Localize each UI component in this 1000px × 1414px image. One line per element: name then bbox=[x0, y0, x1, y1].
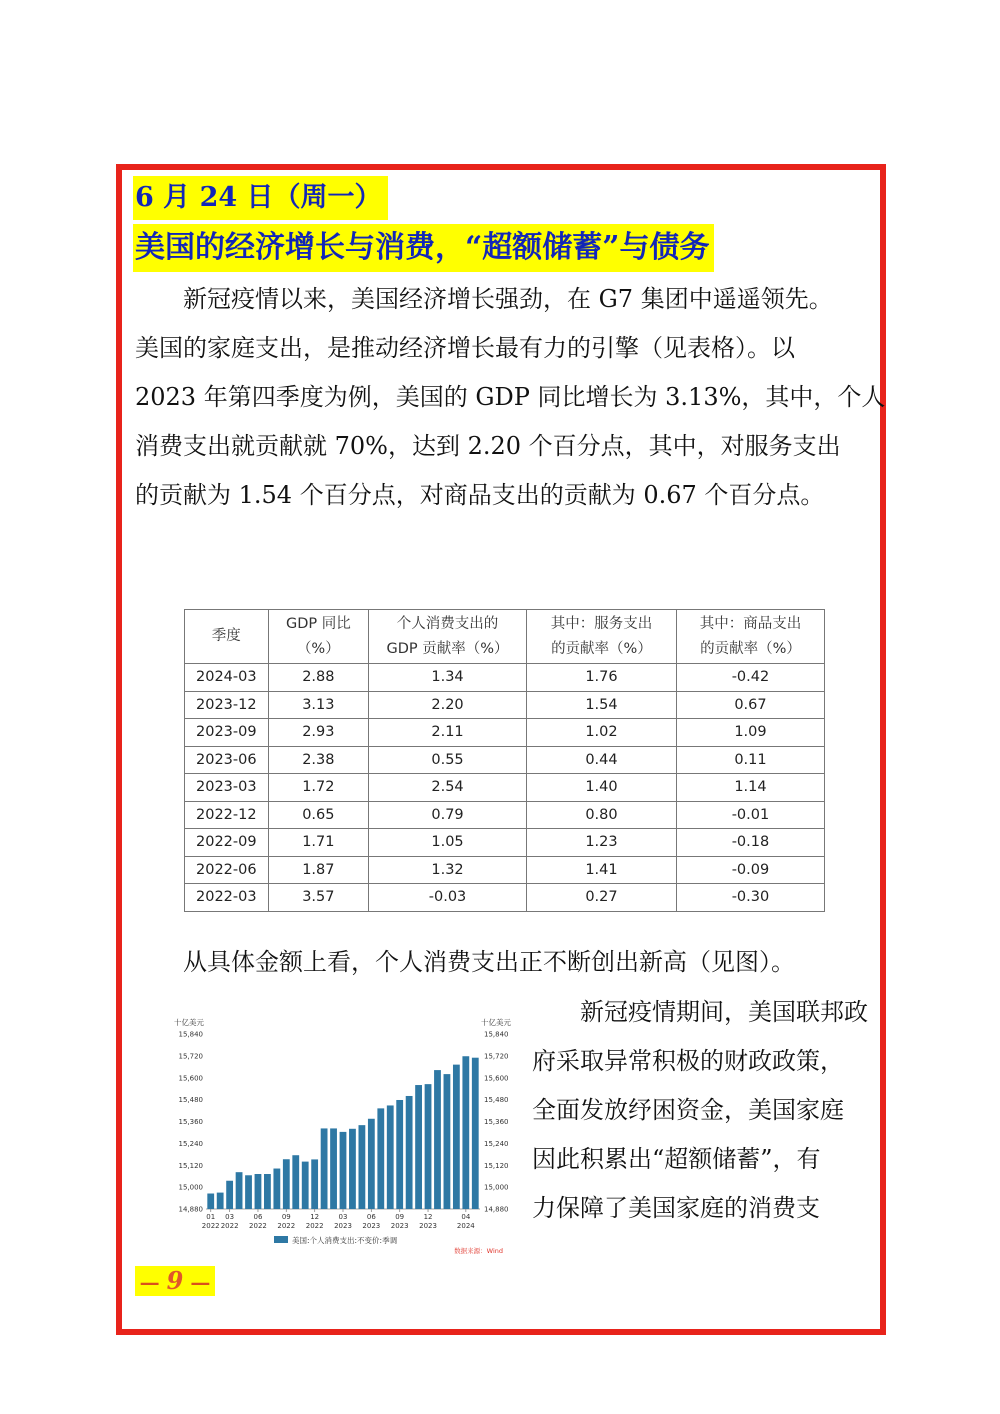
table-cell: 0.80 bbox=[526, 801, 676, 829]
table-cell: 0.79 bbox=[369, 801, 527, 829]
header-services-contribution: 其中：服务支出 的贡献率（%） bbox=[526, 610, 676, 664]
chart-bar bbox=[462, 1056, 469, 1209]
y-tick-label-left: 15,240 bbox=[178, 1139, 203, 1148]
chart-bar bbox=[396, 1100, 403, 1209]
x-tick-label-year: 2022 bbox=[277, 1222, 296, 1230]
header-goods-contribution: 其中：商品支出 的贡献率（%） bbox=[676, 610, 824, 664]
y-tick-label-right: 15,720 bbox=[484, 1052, 509, 1061]
y-tick-label-left: 15,360 bbox=[178, 1118, 203, 1126]
header-gdp: GDP 同比 （%） bbox=[268, 610, 368, 664]
chart-bar bbox=[321, 1128, 328, 1209]
table-cell: 1.72 bbox=[268, 774, 368, 802]
chart-bar bbox=[349, 1129, 356, 1209]
chart-bar bbox=[434, 1070, 441, 1209]
page-number-value: 9 bbox=[166, 1266, 184, 1295]
legend-swatch bbox=[274, 1236, 288, 1243]
chart-source: 数据来源：Wind bbox=[454, 1247, 503, 1255]
chart-bar bbox=[425, 1084, 432, 1209]
table-cell: -0.30 bbox=[676, 884, 824, 912]
x-tick-label-month: 12 bbox=[423, 1213, 433, 1221]
chart-bar bbox=[406, 1096, 413, 1209]
paragraph-amount: 从具体金额上看，个人消费支出正不断创出新高（见图）。 bbox=[183, 948, 795, 976]
chart-bar bbox=[453, 1065, 460, 1209]
paragraph-intro bbox=[135, 275, 886, 520]
table-row bbox=[185, 856, 825, 884]
chart-bar bbox=[472, 1058, 479, 1209]
table-row bbox=[185, 691, 825, 719]
table-cell: 1.23 bbox=[526, 829, 676, 857]
pce-bar-chart bbox=[166, 1014, 518, 1256]
table-cell: 1.14 bbox=[676, 774, 824, 802]
x-tick-label-year: 2024 bbox=[456, 1222, 475, 1230]
y-tick-label-left: 15,000 bbox=[178, 1183, 203, 1192]
page-dash-left: — bbox=[139, 1270, 160, 1294]
table-cell: 3.13 bbox=[268, 691, 368, 719]
chart-bar bbox=[311, 1159, 318, 1209]
y-tick-label-right: 15,840 bbox=[484, 1030, 509, 1039]
x-tick-label-year: 2023 bbox=[390, 1222, 409, 1230]
chart-bar bbox=[340, 1132, 347, 1209]
table-cell: 2022-06 bbox=[185, 856, 269, 884]
table-row bbox=[185, 746, 825, 774]
x-tick-label-year: 2023 bbox=[334, 1222, 352, 1230]
chart-bar bbox=[255, 1174, 262, 1209]
table-cell: 1.41 bbox=[526, 856, 676, 884]
header-quarter: 季度 bbox=[185, 610, 269, 664]
chart-bar bbox=[273, 1169, 280, 1209]
table-cell: -0.03 bbox=[369, 884, 527, 912]
table-cell: 2022-12 bbox=[185, 801, 269, 829]
x-tick-label-year: 2023 bbox=[362, 1222, 381, 1230]
x-tick-label-month: 03 bbox=[225, 1213, 235, 1221]
table-row bbox=[185, 774, 825, 802]
y-tick-label-left: 15,120 bbox=[178, 1161, 203, 1170]
table-cell: 2.54 bbox=[369, 774, 527, 802]
date-heading: 6 月 24 日（周一） bbox=[133, 176, 388, 220]
y-tick-label-right: 15,000 bbox=[484, 1183, 509, 1192]
y-tick-label-right: 15,480 bbox=[484, 1096, 509, 1105]
table-cell: 2022-03 bbox=[185, 884, 269, 912]
table-cell: -0.09 bbox=[676, 856, 824, 884]
x-tick-label-month: 06 bbox=[366, 1213, 376, 1221]
paragraph-line: 2023 年第四季度为例，美国的 GDP 同比增长为 3.13%，其中，个人 bbox=[135, 383, 886, 411]
paragraph-line: 因此积累出“超额储蓄”，有 bbox=[532, 1145, 821, 1173]
paragraph-line: 新冠疫情以来，美国经济增长强劲，在 G7 集团中遥遥领先。 bbox=[183, 285, 833, 313]
y-tick-label-right: 14,880 bbox=[484, 1205, 509, 1214]
x-tick-label-month: 09 bbox=[281, 1213, 291, 1221]
paragraph-line: 消费支出就贡献就 70%，达到 2.20 个百分点，其中，对服务支出 bbox=[135, 432, 841, 460]
chart-bar bbox=[236, 1172, 243, 1209]
x-tick-label-year: 2023 bbox=[419, 1222, 437, 1230]
paragraph-line: 府采取异常积极的财政政策， bbox=[532, 1047, 844, 1075]
page-number bbox=[135, 1266, 215, 1296]
table-row bbox=[185, 801, 825, 829]
table-cell: 0.11 bbox=[676, 746, 824, 774]
chart-bar bbox=[226, 1181, 233, 1209]
chart-bar bbox=[245, 1175, 252, 1209]
y-axis-unit-left: 十亿美元 bbox=[174, 1018, 204, 1027]
table-header-row bbox=[185, 610, 825, 664]
article-title: 美国的经济增长与消费，“超额储蓄”与债务 bbox=[133, 224, 714, 272]
x-tick-label-year: 2022 bbox=[201, 1222, 220, 1230]
table-cell: 1.05 bbox=[369, 829, 527, 857]
page-dash-right: — bbox=[190, 1270, 211, 1294]
table-cell: 1.02 bbox=[526, 719, 676, 747]
table-cell: 2.38 bbox=[268, 746, 368, 774]
chart-bar bbox=[207, 1194, 214, 1209]
chart-bar bbox=[358, 1125, 365, 1209]
chart-bar bbox=[302, 1162, 309, 1209]
chart-bar bbox=[264, 1174, 271, 1209]
paragraph-excess-savings bbox=[532, 988, 872, 1233]
gdp-contribution-table bbox=[184, 609, 825, 912]
table-cell: 1.87 bbox=[268, 856, 368, 884]
y-tick-label-right: 15,240 bbox=[484, 1139, 509, 1148]
chart-bar bbox=[444, 1074, 451, 1209]
x-tick-label-month: 12 bbox=[310, 1213, 320, 1221]
table-row bbox=[185, 884, 825, 912]
table-cell: 1.76 bbox=[526, 664, 676, 692]
y-tick-label-left: 15,480 bbox=[178, 1096, 203, 1105]
x-tick-label-month: 01 bbox=[206, 1213, 216, 1221]
paragraph-line: 美国的家庭支出，是推动经济增长最有力的引擎（见表格）。以 bbox=[135, 334, 795, 362]
x-tick-label-year: 2022 bbox=[220, 1222, 239, 1230]
table-cell: 1.09 bbox=[676, 719, 824, 747]
table-cell: 0.55 bbox=[369, 746, 527, 774]
table-cell: 2.11 bbox=[369, 719, 527, 747]
table-cell: 0.65 bbox=[268, 801, 368, 829]
table-cell: 0.27 bbox=[526, 884, 676, 912]
chart-bar bbox=[283, 1159, 290, 1209]
table-row bbox=[185, 664, 825, 692]
x-tick-label-year: 2022 bbox=[249, 1222, 267, 1230]
x-tick-label-month: 09 bbox=[395, 1213, 405, 1221]
paragraph-line: 力保障了美国家庭的消费支 bbox=[532, 1194, 820, 1222]
y-tick-label-right: 15,120 bbox=[484, 1161, 509, 1170]
chart-bar bbox=[415, 1085, 422, 1209]
table-cell: 2.88 bbox=[268, 664, 368, 692]
x-tick-label-year: 2022 bbox=[305, 1222, 324, 1230]
paragraph-line: 新冠疫情期间，美国联邦政 bbox=[580, 998, 868, 1026]
paragraph-line: 的贡献为 1.54 个百分点，对商品支出的贡献为 0.67 个百分点。 bbox=[135, 481, 825, 509]
y-tick-label-left: 15,600 bbox=[178, 1074, 203, 1083]
table-row bbox=[185, 829, 825, 857]
table-cell: 2022-09 bbox=[185, 829, 269, 857]
table-cell: 2024-03 bbox=[185, 664, 269, 692]
table-row bbox=[185, 719, 825, 747]
table-cell: -0.42 bbox=[676, 664, 824, 692]
table-cell: 2023-09 bbox=[185, 719, 269, 747]
table-cell: 1.34 bbox=[369, 664, 527, 692]
x-tick-label-month: 04 bbox=[461, 1213, 471, 1221]
chart-bar bbox=[330, 1128, 337, 1209]
table-cell: 1.54 bbox=[526, 691, 676, 719]
table-cell: 0.44 bbox=[526, 746, 676, 774]
table-cell: 1.32 bbox=[369, 856, 527, 884]
chart-bar bbox=[292, 1155, 299, 1209]
table-cell: -0.18 bbox=[676, 829, 824, 857]
table-cell: 2.20 bbox=[369, 691, 527, 719]
table-cell: -0.01 bbox=[676, 801, 824, 829]
y-tick-label-left: 14,880 bbox=[178, 1205, 203, 1214]
table-cell: 2023-12 bbox=[185, 691, 269, 719]
y-tick-label-right: 15,360 bbox=[484, 1118, 509, 1126]
chart-bar bbox=[377, 1108, 384, 1209]
y-tick-label-right: 15,600 bbox=[484, 1074, 509, 1083]
y-tick-label-left: 15,840 bbox=[178, 1030, 203, 1039]
table-cell: 1.40 bbox=[526, 774, 676, 802]
chart-bar bbox=[217, 1193, 224, 1209]
table-cell: 2023-03 bbox=[185, 774, 269, 802]
y-axis-unit-right: 十亿美元 bbox=[481, 1018, 511, 1027]
chart-bar bbox=[387, 1105, 394, 1209]
y-tick-label-left: 15,720 bbox=[178, 1052, 203, 1061]
header-pce-contribution: 个人消费支出的 GDP 贡献率（%） bbox=[369, 610, 527, 664]
paragraph-line: 全面发放纾困资金，美国家庭 bbox=[532, 1096, 844, 1124]
table-cell: 2.93 bbox=[268, 719, 368, 747]
table-cell: 1.71 bbox=[268, 829, 368, 857]
table-cell: 3.57 bbox=[268, 884, 368, 912]
x-tick-label-month: 03 bbox=[338, 1213, 348, 1221]
chart-bar bbox=[368, 1119, 375, 1209]
x-tick-label-month: 06 bbox=[253, 1213, 263, 1221]
table-cell: 0.67 bbox=[676, 691, 824, 719]
legend-label: 美国:个人消费支出:不变价:季调 bbox=[292, 1236, 398, 1245]
table-cell: 2023-06 bbox=[185, 746, 269, 774]
